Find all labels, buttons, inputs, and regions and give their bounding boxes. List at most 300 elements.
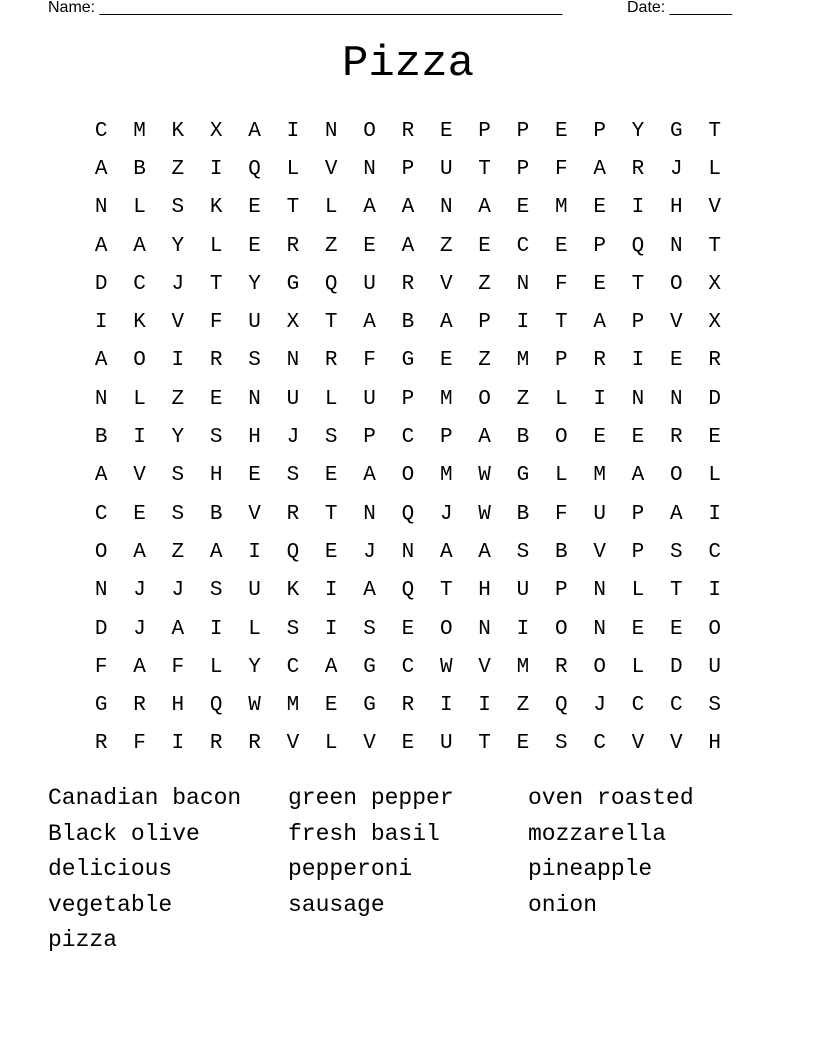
grid-letter: R <box>401 272 415 296</box>
grid-letter: X <box>708 311 721 335</box>
grid-letter: I <box>439 694 453 718</box>
grid-letter: S <box>171 502 185 526</box>
grid-letter: H <box>670 196 683 220</box>
grid-letter: S <box>670 540 683 564</box>
grid-letter: C <box>516 234 530 258</box>
grid-letter: M <box>439 387 453 411</box>
grid-letter: Z <box>171 157 185 181</box>
grid-letter: A <box>363 579 376 603</box>
grid-letter: A <box>478 196 491 220</box>
grid-letter: L <box>209 234 223 258</box>
grid-letter: R <box>708 349 721 373</box>
grid-letter: C <box>670 694 683 718</box>
grid-letter: A <box>401 234 415 258</box>
grid-letter: S <box>209 426 223 450</box>
grid-letter: E <box>631 426 645 450</box>
grid-letter: E <box>670 349 683 373</box>
grid-letter: E <box>324 540 338 564</box>
grid-letter: Q <box>286 540 300 564</box>
grid-letter: Z <box>171 540 185 564</box>
date-field-label: Date: _______ <box>627 0 732 16</box>
grid-letter: G <box>363 655 376 679</box>
grid-letter: A <box>478 540 491 564</box>
grid-letter: I <box>324 617 338 641</box>
grid-letter: T <box>478 732 491 756</box>
word-list-item: pineapple <box>528 856 653 883</box>
grid-letter: V <box>248 502 261 526</box>
grid-letter: S <box>248 349 261 373</box>
grid-letter: D <box>94 617 108 641</box>
grid-letter: Y <box>248 272 261 296</box>
grid-letter: P <box>593 234 606 258</box>
grid-letter: A <box>94 234 108 258</box>
grid-letter: I <box>171 732 185 756</box>
grid-letter: L <box>209 655 223 679</box>
grid-letter: O <box>363 119 376 143</box>
grid-letter: F <box>363 349 376 373</box>
grid-letter: U <box>248 579 261 603</box>
grid-letter: A <box>363 464 376 488</box>
grid-letter: I <box>171 349 185 373</box>
grid-letter: J <box>363 540 376 564</box>
grid-letter: F <box>171 655 185 679</box>
grid-letter: N <box>94 387 108 411</box>
grid-letter: W <box>439 655 453 679</box>
grid-letter: O <box>554 426 568 450</box>
grid-letter: Z <box>516 694 530 718</box>
grid-letter: K <box>209 196 223 220</box>
grid-letter: S <box>324 426 338 450</box>
grid-letter: R <box>631 157 645 181</box>
grid-letter: V <box>133 464 146 488</box>
grid-letter: J <box>670 157 683 181</box>
grid-letter: A <box>401 196 415 220</box>
grid-letter: S <box>171 196 185 220</box>
grid-letter: R <box>670 426 683 450</box>
grid-letter: E <box>631 617 645 641</box>
grid-letter: D <box>670 655 683 679</box>
grid-letter: E <box>401 617 415 641</box>
grid-letter: V <box>363 732 376 756</box>
word-list-item: Canadian bacon <box>48 785 242 811</box>
word-list-item: onion <box>528 891 598 918</box>
grid-letter: Q <box>401 502 415 526</box>
grid-letter: P <box>631 540 645 564</box>
grid-letter: B <box>133 157 146 181</box>
grid-letter: A <box>94 157 108 181</box>
grid-letter: L <box>554 387 568 411</box>
grid-letter: A <box>363 196 376 220</box>
grid-letter: C <box>631 694 645 718</box>
grid-letter: W <box>248 694 261 718</box>
grid-letter: B <box>516 502 530 526</box>
grid-letter: P <box>554 579 568 603</box>
grid-letter: U <box>363 387 376 411</box>
grid-letter: P <box>631 311 645 335</box>
grid-letter: A <box>324 655 338 679</box>
grid-letter: J <box>133 617 146 641</box>
grid-letter: N <box>670 387 683 411</box>
grid-letter: O <box>593 655 606 679</box>
grid-letter: F <box>133 732 146 756</box>
grid-letter: Q <box>554 694 568 718</box>
grid-letter: F <box>554 157 568 181</box>
grid-letter: H <box>708 732 721 756</box>
grid-letter: Q <box>209 694 223 718</box>
grid-letter: E <box>248 234 261 258</box>
page-title: Pizza <box>341 39 475 89</box>
grid-letter: C <box>286 655 300 679</box>
grid-letter: O <box>670 272 683 296</box>
grid-letter: P <box>401 387 415 411</box>
grid-letter: R <box>401 119 415 143</box>
grid-letter: N <box>593 617 606 641</box>
name-field-label: Name: ____________________________________________________ <box>48 0 563 16</box>
grid-letter: N <box>94 196 108 220</box>
grid-letter: R <box>209 732 223 756</box>
grid-letter: X <box>286 311 300 335</box>
grid-letter: E <box>439 119 453 143</box>
grid-letter: A <box>171 617 185 641</box>
grid-letter: P <box>593 119 606 143</box>
grid-letter: Z <box>324 234 338 258</box>
grid-letter: Z <box>439 234 453 258</box>
grid-letter: U <box>708 655 721 679</box>
grid-letter: E <box>593 426 606 450</box>
grid-letter: E <box>439 349 453 373</box>
grid-letter: I <box>593 387 606 411</box>
word-list-item: pizza <box>48 927 118 954</box>
grid-letter: T <box>478 157 491 181</box>
grid-letter: I <box>708 502 721 526</box>
grid-letter: N <box>478 617 491 641</box>
grid-letter: Z <box>478 349 491 373</box>
grid-letter: V <box>593 540 606 564</box>
grid-letter: L <box>324 732 338 756</box>
grid-letter: T <box>554 311 568 335</box>
grid-letter: T <box>708 119 721 143</box>
grid-letter: A <box>363 311 376 335</box>
grid-letter: V <box>670 311 683 335</box>
word-list-item: vegetable <box>48 891 173 918</box>
grid-letter: O <box>401 464 415 488</box>
grid-letter: P <box>439 426 453 450</box>
grid-letter: N <box>248 387 261 411</box>
grid-letter: A <box>439 311 453 335</box>
word-list-item: green pepper <box>288 785 454 811</box>
grid-letter: A <box>248 119 261 143</box>
grid-letter: E <box>516 196 530 220</box>
grid-letter: M <box>286 694 300 718</box>
grid-letter: H <box>478 579 491 603</box>
grid-letter: I <box>516 617 530 641</box>
grid-letter: N <box>286 349 300 373</box>
grid-letter: J <box>286 426 300 450</box>
grid-letter: G <box>401 349 415 373</box>
grid-letter: U <box>248 311 261 335</box>
grid-letter: N <box>439 196 453 220</box>
grid-letter: Y <box>631 119 645 143</box>
grid-letter: G <box>286 272 300 296</box>
grid-letter: X <box>209 119 223 143</box>
grid-letter: V <box>478 655 491 679</box>
grid-letter: R <box>133 694 146 718</box>
grid-letter: R <box>401 694 415 718</box>
grid-letter: A <box>133 234 146 258</box>
grid-letter: N <box>94 579 108 603</box>
grid-letter: K <box>133 311 146 335</box>
grid-letter: A <box>94 349 108 373</box>
grid-letter: E <box>324 694 338 718</box>
grid-letter: C <box>94 119 108 143</box>
grid-letter: H <box>209 464 223 488</box>
grid-letter: Q <box>324 272 338 296</box>
grid-letter: I <box>286 119 300 143</box>
grid-letter: T <box>286 196 300 220</box>
grid-letter: A <box>593 311 606 335</box>
grid-letter: W <box>478 502 491 526</box>
grid-letter: E <box>248 464 261 488</box>
grid-letter: L <box>554 464 568 488</box>
grid-letter: O <box>439 617 453 641</box>
grid-letter: U <box>439 157 453 181</box>
grid-letter: X <box>708 272 721 296</box>
grid-letter: Z <box>516 387 530 411</box>
grid-letter: U <box>363 272 376 296</box>
grid-letter: H <box>248 426 261 450</box>
grid-letter: S <box>171 464 185 488</box>
grid-letter: Q <box>248 157 261 181</box>
grid-letter: P <box>554 349 568 373</box>
grid-letter: F <box>554 272 568 296</box>
grid-letter: A <box>439 540 453 564</box>
word-list-item: delicious <box>48 856 173 883</box>
grid-letter: S <box>708 694 721 718</box>
grid-letter: C <box>94 502 108 526</box>
grid-letter: N <box>401 540 415 564</box>
grid-letter: T <box>439 579 453 603</box>
grid-letter: F <box>209 311 223 335</box>
grid-letter: L <box>248 617 261 641</box>
grid-letter: R <box>593 349 606 373</box>
grid-letter: T <box>324 311 338 335</box>
grid-letter: T <box>631 272 645 296</box>
grid-letter: S <box>286 464 300 488</box>
grid-letter: A <box>631 464 645 488</box>
grid-letter: P <box>478 119 491 143</box>
grid-letter: A <box>670 502 683 526</box>
grid-letter: U <box>516 579 530 603</box>
grid-letter: I <box>94 311 108 335</box>
grid-letter: E <box>708 426 721 450</box>
grid-letter: P <box>478 311 491 335</box>
grid-letter: B <box>554 540 568 564</box>
grid-letter: F <box>554 502 568 526</box>
grid-letter: P <box>631 502 645 526</box>
grid-letter: K <box>286 579 300 603</box>
grid-letter: Y <box>171 426 185 450</box>
grid-letter: O <box>133 349 146 373</box>
grid-letter: N <box>670 234 683 258</box>
grid-letter: P <box>516 119 530 143</box>
grid-letter: V <box>286 732 300 756</box>
grid-letter: C <box>133 272 146 296</box>
grid-letter: I <box>631 349 645 373</box>
grid-letter: C <box>401 426 415 450</box>
grid-letter: L <box>324 196 338 220</box>
grid-letter: G <box>516 464 530 488</box>
grid-letter: I <box>478 694 491 718</box>
grid-letter: S <box>516 540 530 564</box>
grid-letter: O <box>554 617 568 641</box>
grid-letter: P <box>516 157 530 181</box>
grid-letter: E <box>209 387 223 411</box>
grid-letter: E <box>248 196 261 220</box>
grid-letter: M <box>516 349 530 373</box>
grid-letter: I <box>248 540 261 564</box>
grid-letter: O <box>94 540 108 564</box>
grid-letter: O <box>670 464 683 488</box>
grid-letter: I <box>209 157 223 181</box>
grid-letter: R <box>554 655 568 679</box>
grid-letter: E <box>516 732 530 756</box>
grid-letter: J <box>133 579 146 603</box>
grid-letter: P <box>363 426 376 450</box>
grid-letter: L <box>708 464 721 488</box>
grid-letter: B <box>209 502 223 526</box>
grid-letter: G <box>94 694 108 718</box>
letter-grid <box>82 112 734 763</box>
grid-letter: M <box>593 464 606 488</box>
grid-letter: D <box>708 387 721 411</box>
grid-letter: L <box>631 579 645 603</box>
grid-letter: I <box>631 196 645 220</box>
grid-letter: T <box>708 234 721 258</box>
word-list-item: oven roasted <box>528 785 694 811</box>
grid-letter: E <box>593 196 606 220</box>
grid-letter: G <box>670 119 683 143</box>
grid-letter: U <box>286 387 300 411</box>
grid-letter: R <box>324 349 338 373</box>
grid-letter: C <box>708 540 721 564</box>
grid-letter: Q <box>631 234 645 258</box>
word-list <box>48 781 768 959</box>
grid-letter: A <box>593 157 606 181</box>
grid-letter: L <box>133 387 146 411</box>
grid-letter: M <box>516 655 530 679</box>
grid-letter: R <box>209 349 223 373</box>
grid-letter: S <box>209 579 223 603</box>
grid-letter: G <box>363 694 376 718</box>
grid-letter: L <box>708 157 721 181</box>
grid-letter: M <box>133 119 146 143</box>
word-list-item: mozzarella <box>528 820 667 847</box>
grid-letter: T <box>324 502 338 526</box>
grid-letter: I <box>516 311 530 335</box>
grid-letter: S <box>554 732 568 756</box>
grid-letter: I <box>133 426 146 450</box>
grid-letter: A <box>133 655 146 679</box>
grid-letter: W <box>478 464 491 488</box>
grid-letter: Y <box>248 655 261 679</box>
grid-letter: R <box>94 732 108 756</box>
grid-letter: Z <box>478 272 491 296</box>
grid-letter: E <box>670 617 683 641</box>
grid-letter: N <box>363 157 376 181</box>
grid-letter: R <box>286 234 300 258</box>
grid-letter: L <box>286 157 300 181</box>
grid-letter: E <box>554 234 568 258</box>
grid-letter: L <box>324 387 338 411</box>
grid-letter: F <box>94 655 108 679</box>
grid-letter: J <box>171 579 185 603</box>
grid-letter: N <box>631 387 645 411</box>
grid-letter: K <box>171 119 185 143</box>
grid-letter: M <box>439 464 453 488</box>
grid-letter: N <box>593 579 606 603</box>
grid-letter: C <box>401 655 415 679</box>
grid-letter: E <box>133 502 146 526</box>
grid-letter: S <box>286 617 300 641</box>
word-list-item: Black olive <box>48 820 200 847</box>
grid-letter: N <box>324 119 338 143</box>
grid-letter: E <box>401 732 415 756</box>
grid-letter: V <box>670 732 683 756</box>
word-list-item: pepperoni <box>288 856 413 883</box>
grid-letter: V <box>631 732 645 756</box>
grid-letter: A <box>133 540 146 564</box>
grid-letter: U <box>593 502 606 526</box>
grid-letter: H <box>171 694 185 718</box>
grid-letter: B <box>516 426 530 450</box>
grid-letter: E <box>478 234 491 258</box>
grid-letter: N <box>363 502 376 526</box>
grid-letter: S <box>363 617 376 641</box>
grid-letter: R <box>286 502 300 526</box>
grid-letter: V <box>439 272 453 296</box>
grid-letter: I <box>708 579 721 603</box>
grid-letter: T <box>209 272 223 296</box>
word-list-item: fresh basil <box>288 820 440 847</box>
grid-letter: R <box>248 732 261 756</box>
grid-letter: V <box>708 196 721 220</box>
grid-letter: Y <box>171 234 185 258</box>
grid-letter: T <box>670 579 683 603</box>
grid-letter: E <box>363 234 376 258</box>
grid-letter: B <box>401 311 415 335</box>
grid-letter: E <box>324 464 338 488</box>
grid-letter: N <box>516 272 530 296</box>
grid-letter: V <box>324 157 338 181</box>
grid-letter: O <box>478 387 491 411</box>
grid-letter: E <box>593 272 606 296</box>
grid-letter: B <box>94 426 108 450</box>
grid-letter: J <box>171 272 185 296</box>
grid-letter: O <box>708 617 721 641</box>
word-list-item: sausage <box>288 891 385 918</box>
grid-letter: V <box>171 311 185 335</box>
grid-letter: C <box>593 732 606 756</box>
grid-letter: E <box>554 119 568 143</box>
grid-letter: Q <box>401 579 415 603</box>
grid-letter: A <box>94 464 108 488</box>
grid-letter: P <box>401 157 415 181</box>
grid-letter: I <box>209 617 223 641</box>
grid-letter: J <box>439 502 453 526</box>
grid-letter: U <box>439 732 453 756</box>
grid-letter: D <box>94 272 108 296</box>
grid-letter: I <box>324 579 338 603</box>
